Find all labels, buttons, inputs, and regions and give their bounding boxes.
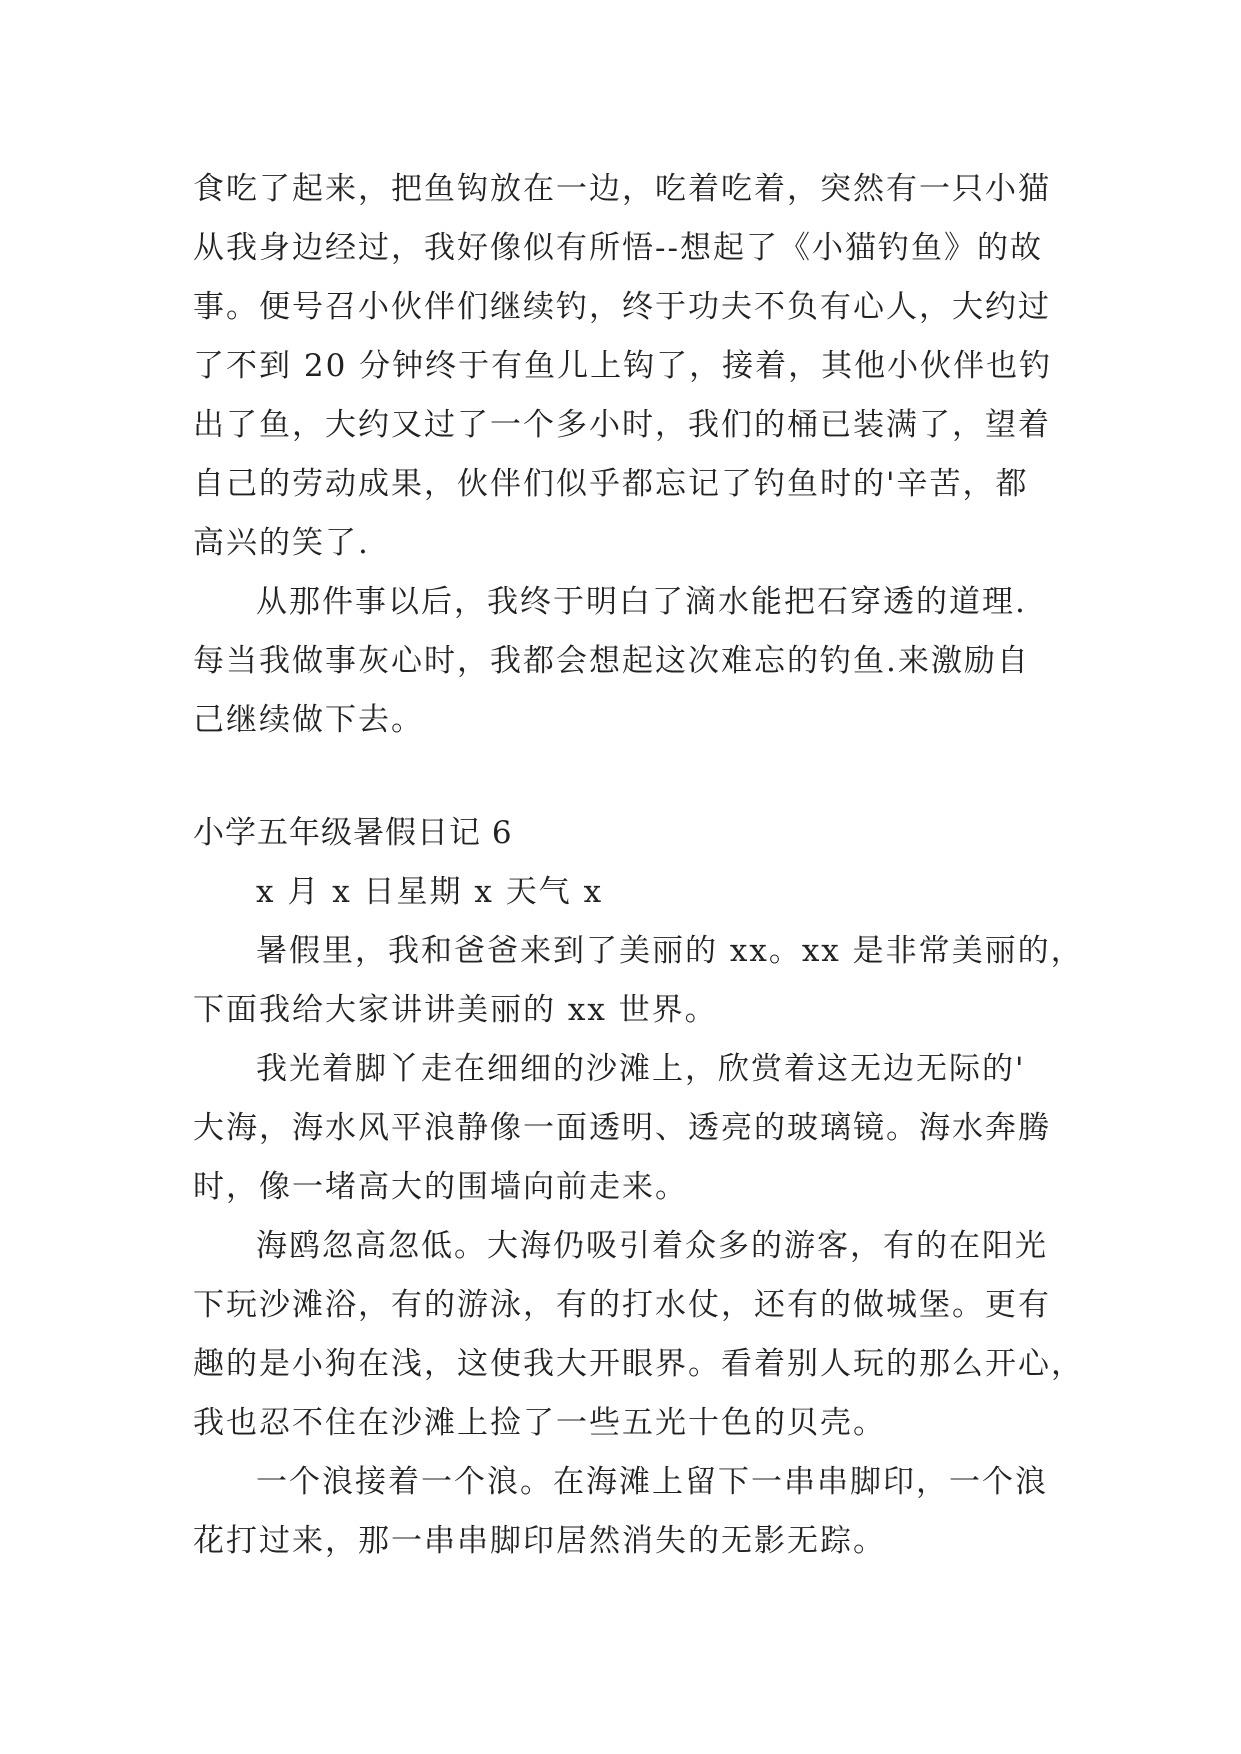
text-line: 我光着脚丫走在细细的沙滩上，欣赏着这无边无际的' xyxy=(256,1051,1026,1087)
text-line: 高兴的笑了. xyxy=(193,525,370,561)
text-line: 己继续做下去。 xyxy=(193,702,424,738)
diary-paragraph xyxy=(193,1453,1053,1571)
diary-title: 小学五年级暑假日记 6 xyxy=(193,815,513,851)
text-line: 事。便号召小伙伴们继续钓，终于功夫不负有心人，大约过 xyxy=(193,289,1051,325)
diary-entry xyxy=(193,804,1084,1571)
text-line: 从那件事以后，我终于明白了滴水能把石穿透的道理. xyxy=(256,584,1027,620)
text-line: 花打过来，那一串串脚印居然消失的无影无踪。 xyxy=(193,1523,886,1559)
section-spacer xyxy=(193,750,1053,804)
diary-paragraph xyxy=(193,922,1084,1040)
text-line: 从我身边经过，我好像似有所悟--想起了《小猫钓鱼》的故 xyxy=(193,230,1043,266)
text-line: 趣的是小狗在浅，这使我大开眼界。看着别人玩的那么开心， xyxy=(193,1346,1084,1382)
lesson-paragraph xyxy=(193,573,1053,750)
text-line: 下面我给大家讲讲美丽的 xx 世界。 xyxy=(193,992,718,1028)
text-line: 每当我做事灰心时，我都会想起这次难忘的钓鱼.来激励自 xyxy=(193,643,1030,679)
fishing-story-paragraph xyxy=(193,160,1053,573)
diary-date-line: x 月 x 日星期 x 天气 x xyxy=(256,874,604,910)
text-line: 时，像一堵高大的围墙向前走来。 xyxy=(193,1169,688,1205)
text-line: 了不到 20 分钟终于有鱼儿上钩了，接着，其他小伙伴也钓 xyxy=(193,348,1053,384)
document-body xyxy=(193,160,1084,1571)
text-line: 食吃了起来，把鱼钩放在一边，吃着吃着，突然有一只小猫 xyxy=(193,171,1051,207)
text-line: 出了鱼，大约又过了一个多小时，我们的桶已装满了，望着 xyxy=(193,407,1051,443)
diary-paragraph xyxy=(193,1217,1084,1453)
text-line: 大海，海水风平浪静像一面透明、透亮的玻璃镜。海水奔腾 xyxy=(193,1110,1051,1146)
text-line: 下玩沙滩浴，有的游泳，有的打水仗，还有的做城堡。更有 xyxy=(193,1287,1051,1323)
text-line: 暑假里，我和爸爸来到了美丽的 xx。xx 是非常美丽的， xyxy=(256,933,1084,969)
text-line: 一个浪接着一个浪。在海滩上留下一串串脚印，一个浪 xyxy=(256,1464,1048,1500)
diary-paragraph xyxy=(193,1040,1053,1217)
text-line: 海鸥忽高忽低。大海仍吸引着众多的游客，有的在阳光 xyxy=(256,1228,1048,1264)
text-line: 我也忍不住在沙滩上捡了一些五光十色的贝壳。 xyxy=(193,1405,886,1441)
text-line: 自己的劳动成果，伙伴们似乎都忘记了钓鱼时的'辛苦，都 xyxy=(193,466,1029,502)
